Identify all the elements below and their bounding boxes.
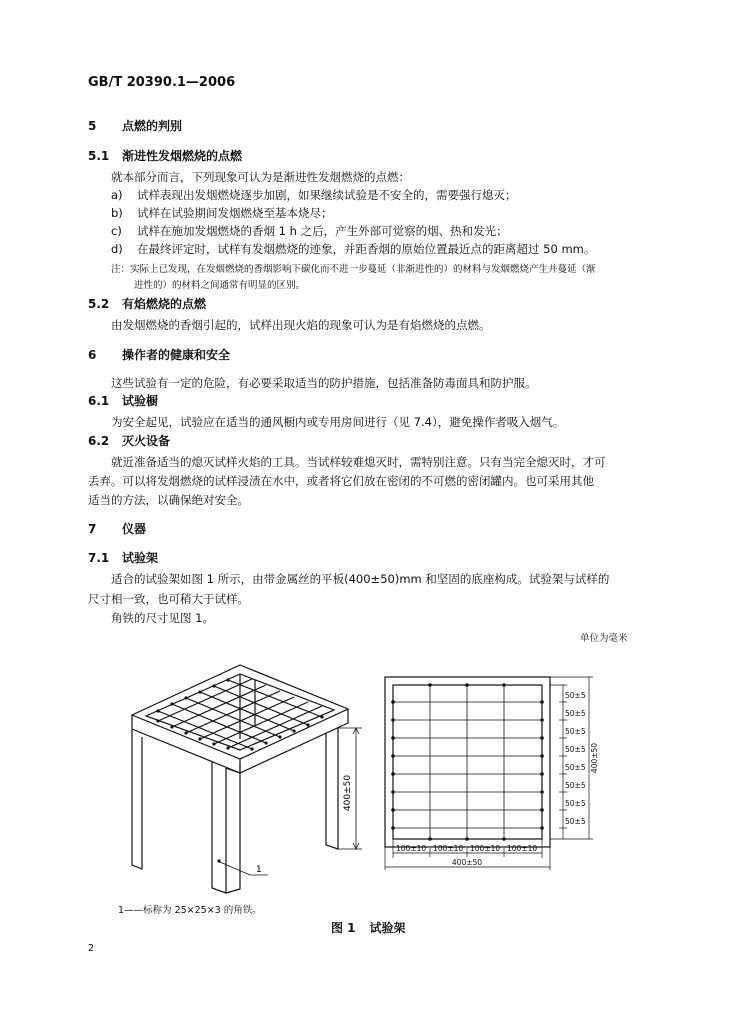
dim-v-8: 50±5 <box>565 817 586 826</box>
dim-v-2: 50±5 <box>565 709 586 718</box>
section-7-1-line-2: 尺寸相一致，也可稍大于试样。 <box>88 592 249 606</box>
section-6-2-line-3: 适当的方法，以确保绝对安全。 <box>88 493 249 507</box>
section-5-heading: 5 点燃的判别 <box>88 119 183 133</box>
dim-v-3: 50±5 <box>565 727 586 736</box>
dim-h-4: 100±10 <box>507 844 538 853</box>
section-5-2-heading: 5.2 有焰燃烧的点燃 <box>88 297 207 311</box>
section-6-2-heading: 6.2 灭火设备 <box>88 434 171 448</box>
section-6-heading: 6 操作者的健康和安全 <box>88 348 231 362</box>
section-6-2-line-2: 丢弃。可以将发烟燃烧的试样浸渍在水中，或者将它们放在密闭的不可燃的密闭罐内。也可采用其他 <box>88 474 594 488</box>
dim-v-7: 50±5 <box>565 799 586 808</box>
figure-units: 单位为毫米 <box>580 633 628 644</box>
list-item-d: d) 在最终评定时，试样有发烟燃烧的迹象，并距香烟的原始位置最近点的距离超过 50 mm。 <box>111 242 596 256</box>
section-7-1-line-1: 适合的试验架如图 1 所示，由带金属丝的平板(400±50)mm 和坚固的底座构成。试验架与试样的 <box>111 572 610 586</box>
dim-v-total: 400±50 <box>590 742 599 774</box>
dim-h-1: 100±10 <box>396 844 427 853</box>
dim-v-5: 50±5 <box>565 763 586 772</box>
callout-number: 1 <box>256 865 262 875</box>
standard-number: GB/T 20390.1—2006 <box>88 75 236 90</box>
section-5-1-intro: 就本部分而言，下列现象可认为是渐进性发烟燃烧的点燃： <box>111 170 410 184</box>
list-item-b: b) 试样在试验期间发烟燃烧至基本烧尽； <box>111 206 333 220</box>
list-item-c: c) 试样在施加发烟燃烧的香烟 1 h 之后，产生外部可觉察的烟、热和发光； <box>111 224 508 238</box>
section-6-intro: 这些试验有一定的危险，有必要采取适当的防护措施，包括准备防毒面具和防护服。 <box>111 376 537 390</box>
page-number: 2 <box>88 943 95 954</box>
section-6-2-line-1: 就近准备适当的熄灭试样火焰的工具。当试样较难熄灭时，需特别注意。只有当完全熄灭时，才可 <box>111 455 606 469</box>
figure-legend: 1——标称为 25×25×3 的角铁。 <box>118 905 262 916</box>
dim-h-2: 100±10 <box>433 844 464 853</box>
test-rig-plan-view <box>375 672 610 872</box>
dim-v-4: 50±5 <box>565 745 586 754</box>
note-line-1: 注：实际上已发现，在发烟燃烧的香烟影响下碳化而不进一步蔓延（非渐进性的）的材料与发烟燃烧产生并蔓延（渐 <box>111 264 596 275</box>
test-rig-perspective-drawing <box>100 655 370 905</box>
section-7-1-line-3: 角铁的尺寸见图 1。 <box>111 611 214 625</box>
dim-h-3: 100±10 <box>470 844 501 853</box>
list-item-a: a) 试样表现出发烟燃烧逐步加剧，如果继续试验是不安全的，需要强行熄灭； <box>111 188 517 202</box>
perspective-height-label: 400±50 <box>343 774 353 812</box>
section-5-2-text: 由发烟燃烧的香烟引起的，试样出现火焰的现象可认为是有焰燃烧的点燃。 <box>111 318 491 332</box>
section-6-1-text: 为安全起见，试验应在适当的通风橱内或专用房间进行（见 7.4），避免操作者吸入烟气。 <box>111 415 565 429</box>
section-7-1-heading: 7.1 试验架 <box>88 551 159 565</box>
dim-v-6: 50±5 <box>565 781 586 790</box>
dim-h-total: 400±50 <box>451 858 483 867</box>
note-line-2: 进性的）的材料之间通常有明显的区别。 <box>134 280 306 291</box>
section-7-heading: 7 仪器 <box>88 522 147 536</box>
dim-v-1: 50±5 <box>565 691 586 700</box>
section-6-1-heading: 6.1 试验橱 <box>88 394 159 408</box>
figure-caption: 图 1 试验架 <box>331 921 406 935</box>
section-5-1-heading: 5.1 渐进性发烟燃烧的点燃 <box>88 149 243 163</box>
